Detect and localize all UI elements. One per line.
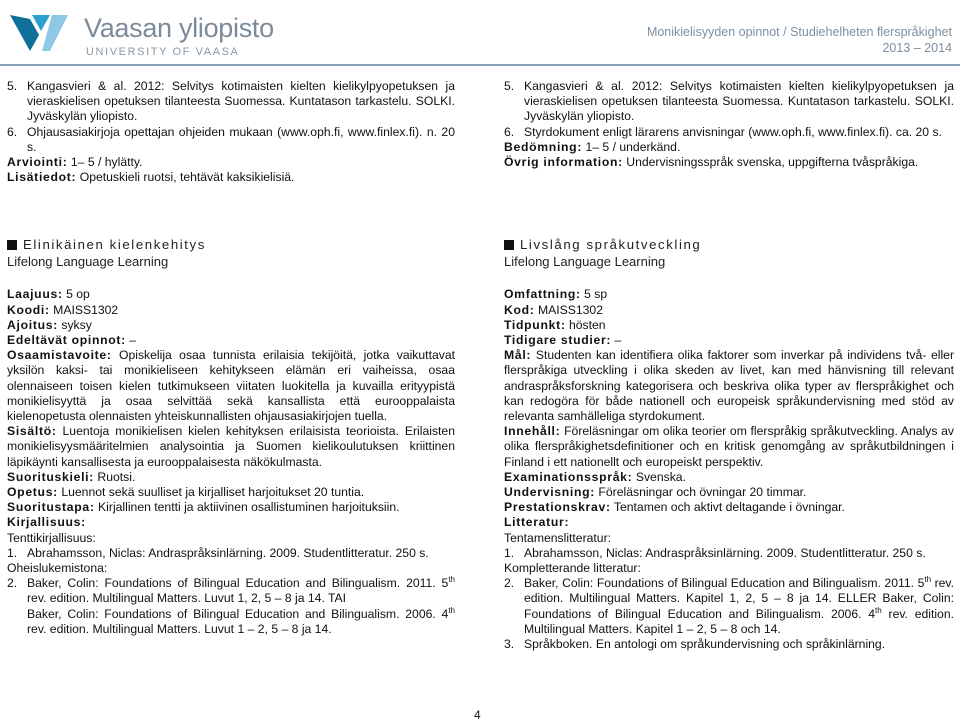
field-value: Luentoja monikielisen kielen kehityksen erilaisista teorioista. Erilaisten monikielisyysmääritelmien analysointia ja Suomen kielikoulutuksen kriittinen läpikäynti kansallisesta ja eurooppalaisesta näkökulmasta. [7, 424, 455, 469]
field-value: – [611, 333, 622, 348]
list-number: 5. [7, 79, 18, 93]
section-subtitle: Lifelong Language Learning [504, 254, 666, 270]
field-label: Lisätiedot: [7, 170, 77, 185]
list-item [7, 79, 455, 125]
literature-heading [7, 515, 455, 530]
field-value: 1– 5 / hylätty. [67, 155, 143, 170]
field-label: Koodi: [7, 302, 50, 317]
field-value: MAISS1302 [49, 302, 119, 317]
credits-line [7, 287, 455, 302]
reference-part: Baker, Colin: Foundations of Bilingual Education and Bilingualism. 2011. 5 [27, 576, 449, 591]
supplementary-label: Kompletterande litteratur: [504, 561, 641, 576]
reference-item [504, 546, 954, 561]
field-label: Prestationskrav: [504, 500, 611, 515]
reference-text [524, 576, 954, 637]
reference-text: Abrahamsson, Niclas: Andraspråksinlärning. 2009. Studentlitteratur. 250 s. [524, 545, 926, 560]
field-label: Edeltävät opinnot: [7, 333, 126, 348]
list-text: Ohjausasiakirjoja opettajan ohjeiden mukaan (www.oph.fi, www.finlex.fi). n. 20 s. [27, 124, 455, 154]
section-title-text: Livslång språkutveckling [520, 237, 702, 252]
course-section-swedish [504, 237, 954, 652]
field-label: Suoritustapa: [7, 500, 95, 515]
field-value: Svenska. [632, 469, 686, 484]
list-item [7, 125, 455, 155]
credits-line [504, 287, 954, 302]
content-paragraph [7, 424, 455, 470]
field-label: Mål: [504, 348, 532, 363]
superscript: th [924, 575, 932, 585]
list-number: 6. [7, 124, 18, 139]
reference-item [7, 546, 455, 561]
university-logo [6, 8, 274, 58]
reference-part: Baker, Colin: Foundations of Bilingual Education and Bilingualism. 2011. 5 [524, 576, 925, 591]
teaching-line [7, 485, 455, 500]
field-label: Laajuus: [7, 287, 63, 302]
field-value: Opiskelija osaa tunnista erilaisia tekijöitä, jotka vaikuttavat yksilön kaksi- tai monikieliseen kehitykseen elämän eri vaiheissa, osaa olennaiseen toisen kielen tutkimukseen viitaten luokitella ja kuvailla erityypistä monikielisyyttä ja osaa selvittää sekä kansallista että eurooppalaista kielenopetusta olennaisten yhteiskunnallisten ohjausasiakirjojen tuella. [7, 348, 455, 424]
code-line [7, 303, 455, 318]
field-label: Litteratur: [504, 515, 570, 530]
language-line [504, 470, 954, 485]
page-header [0, 0, 960, 66]
section-subtitle: Lifelong Language Learning [7, 254, 169, 270]
reference-part: Baker, Colin: Foundations of Bilingual Education and Bilingualism. 2006. 4 [27, 606, 449, 621]
field-label: Opetus: [7, 485, 58, 500]
field-label: Sisältö: [7, 424, 57, 439]
superscript: th [448, 575, 455, 585]
university-logo-mark [6, 11, 72, 55]
field-value: Studenten kan identifiera olika faktorer som inverkar på individens två- eller flerspråkiga utveckling i olika skeden av livet, kan med hänvisning till relevant andraspråksforskning kategorisera och beskriva olika typer av flerspråkighet och kan redogöra för både nationell och europeisk språkundervisning med stöd av relevanta samhälleliga styrdokument. [504, 348, 954, 424]
reference-item [504, 637, 954, 652]
field-value: Opetuskieli ruotsi, tehtävät kaksikielisiä. [76, 170, 295, 185]
literature-heading [504, 515, 954, 530]
field-value: 5 sp [580, 287, 608, 302]
superscript: th [448, 605, 455, 615]
content-paragraph [504, 424, 954, 470]
document-header [647, 24, 952, 56]
list-item [504, 125, 954, 140]
field-label: Suorituskieli: [7, 469, 95, 484]
completion-line [504, 500, 954, 515]
square-bullet-icon [7, 240, 17, 250]
course-section-finnish [7, 237, 455, 637]
field-value: Föreläsningar och övningar 20 timmar. [595, 485, 807, 500]
reference-part: rev. edition. Multilingual Matters. Kapitel 1, 2, 5 – 8 ja 14. ELLER Baker, Colin: Foundations of Bilingual Education and Bilingualism. 2006. 4 [524, 576, 954, 621]
section-title [7, 237, 455, 252]
field-label: Undervisning: [504, 485, 596, 500]
assessment-line [7, 155, 455, 170]
completion-line [7, 500, 455, 515]
info-line [7, 170, 455, 185]
field-label: Ajoitus: [7, 317, 58, 332]
header-divider [0, 64, 960, 66]
list-text: Kangasvieri & al. 2012: Selvitys kotimaisten kielten kielikylpyopetuksen ja vieraskielisen opetuksen tilanteesta Suomessa. Kuntatason tarkastelu. SOLKI. Jyväskylän yliopisto. [27, 79, 455, 124]
field-value: Kirjallinen tentti ja aktiivinen osallistuminen harjoituksiin. [94, 500, 400, 515]
field-value: Undervisningsspråk svenska, uppgifterna tvåspråkiga. [622, 155, 919, 170]
field-label: Examinationsspråk: [504, 469, 633, 484]
academic-year: 2013 – 2014 [882, 41, 952, 55]
section-title-text: Elinikäinen kielenkehitys [23, 237, 206, 252]
prerequisites-line [7, 333, 455, 348]
language-line [7, 470, 455, 485]
reference-text: Abrahamsson, Niclas: Andraspråksinlärning. 2009. Studentlitteratur. 250 s. [27, 545, 429, 560]
reference-item [7, 576, 455, 637]
timing-line [7, 318, 455, 333]
field-value: MAISS1302 [534, 302, 603, 317]
reference-number: 1. [504, 545, 515, 560]
field-label: Övrig information: [504, 155, 623, 170]
field-value: 5 op [62, 287, 90, 302]
left-top-block [7, 79, 455, 185]
supplementary-label: Oheislukemistona: [7, 561, 108, 576]
info-line [504, 155, 954, 170]
prerequisites-line [504, 333, 954, 348]
field-value: hösten [565, 317, 606, 332]
reference-part: rev. edition. Multilingual Matters. Luvut 1, 2, 5 – 8 ja 14. TAI [27, 591, 347, 606]
reference-number: 1. [7, 545, 18, 560]
reference-text [27, 576, 455, 637]
list-number: 5. [504, 79, 515, 93]
field-label: Arviointi: [7, 155, 68, 170]
timing-line [504, 318, 954, 333]
page-number: 4 [474, 708, 481, 722]
assessment-line [504, 140, 954, 155]
list-text: Kangasvieri & al. 2012: Selvitys kotimaisten kielten kielikylpyopetuksen ja vieraskielisen opetuksen tilanteesta Suomessa. Kuntatason tarkastelu. SOLKI. Jyväskylän yliopisto. [524, 79, 954, 124]
field-label: Osaamistavoite: [7, 348, 112, 363]
field-label: Omfattning: [504, 287, 581, 302]
document-title: Monikielisyyden opinnot / Studiehelheten flerspråkighet [646, 25, 952, 39]
list-number: 6. [504, 124, 515, 139]
field-value: Tentamen och aktivt deltagande i övningar. [610, 500, 845, 515]
field-value: – [125, 333, 137, 348]
field-label: Kirjallisuus: [7, 515, 86, 530]
logo-subtitle: UNIVERSITY OF VAASA [86, 46, 240, 58]
field-label: Tidpunkt: [504, 317, 566, 332]
objectives-paragraph [504, 348, 954, 424]
objectives-paragraph [7, 348, 455, 424]
field-label: Innehåll: [504, 424, 561, 439]
field-value: Luennot sekä suulliset ja kirjalliset harjoitukset 20 tuntia. [57, 485, 365, 500]
reference-text: Språkboken. En antologi om språkundervisning och språkinlärning. [524, 637, 886, 652]
code-line [504, 303, 954, 318]
reference-number: 3. [504, 637, 515, 652]
reference-part: rev. edition. Multilingual Matters. Luvut 1 – 2, 5 – 8 ja 14. [27, 621, 332, 636]
field-label: Bedömning: [504, 139, 583, 154]
reference-part: rev. edition. Multilingual Matters. Kapitel 1 – 2, 5 – 8 och 14. [524, 606, 955, 636]
superscript: th [875, 605, 882, 615]
section-title [504, 237, 954, 252]
reference-item [504, 576, 954, 637]
reference-number: 2. [7, 576, 18, 591]
field-value: Ruotsi. [94, 469, 136, 484]
field-value: syksy [57, 317, 92, 332]
field-label: Kod: [504, 302, 535, 317]
teaching-line [504, 485, 954, 500]
reference-number: 2. [504, 576, 515, 591]
right-top-block [504, 79, 954, 170]
list-item [504, 79, 954, 125]
exam-literature-label: Tenttikirjallisuus: [7, 530, 96, 545]
list-text: Styrdokument enligt lärarens anvisningar (www.oph.fi, www.finlex.fi). ca. 20 s. [524, 124, 942, 139]
square-bullet-icon [504, 240, 514, 250]
field-value: 1– 5 / underkänd. [582, 139, 681, 154]
field-label: Tidigare studier: [504, 333, 612, 348]
logo-title: Vaasan yliopisto [84, 13, 274, 43]
exam-literature-label: Tentamenslitteratur: [504, 530, 612, 545]
field-value: Föreläsningar om olika teorier om flerspråkig språkutveckling. Analys av olika flerspråkighetsdefinitioner och en kritisk genomgång av språkutbildningen i Finland i ett nationellt och europeiskt perspektiv. [504, 424, 954, 469]
